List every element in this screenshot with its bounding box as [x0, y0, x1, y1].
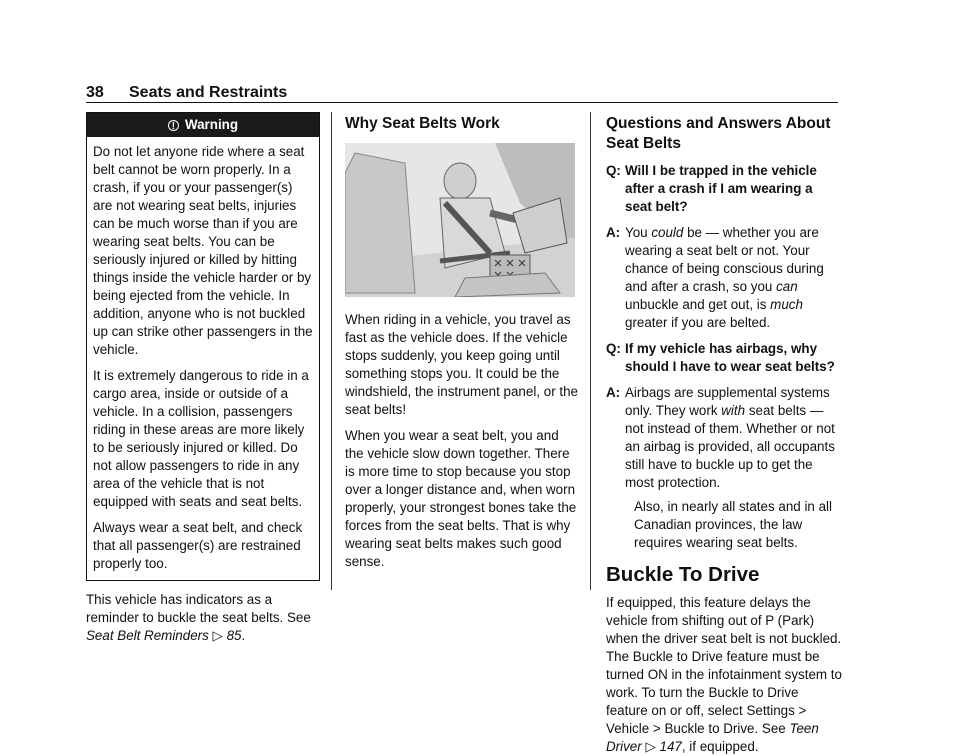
answer-text: Airbags are supplemental systems only. They work with seat belts — not instead of them. Whether or not an airbag is provided, all occupants still have to buckle up to get the most protection. [625, 385, 835, 490]
reminder-text: This vehicle has indicators as a reminder to buckle the seat belts. See [86, 592, 311, 625]
column-divider [590, 112, 591, 590]
buckle-page-ref[interactable]: 147 [659, 739, 682, 754]
warning-circle-icon [168, 120, 179, 131]
why-paragraph-2: When you wear a seat belt, you and the vehicle slow down together. There is more time to stop because you stop over a longer distance and, when worn properly, your strongest bones take the forces from the seat belts. That is why wearing seat belts makes such good sense. [345, 428, 577, 569]
page-ref-arrow-icon: ▷ [645, 739, 656, 754]
question-tag: Q: [606, 341, 621, 356]
answer-tag: A: [606, 385, 621, 400]
question-text: If my vehicle has airbags, why should I have to wear seat belts? [625, 341, 835, 374]
warning-paragraph: Always wear a seat belt, and check that all passenger(s) are restrained properly too. [93, 520, 303, 571]
warning-paragraph: It is extremely dangerous to ride in a cargo area, inside or outside of a vehicle. In a collision, passengers riding in these areas are more likely to be seriously injured or killed. Do not allow passengers to ride in any area of the vehicle that is not equipped with seats and seat belts. [93, 368, 309, 509]
answer-1 [606, 224, 842, 332]
question-tag: Q: [606, 163, 621, 178]
warning-paragraph: Do not let anyone ride where a seat belt cannot be worn properly. In a crash, if you or your passenger(s) are not wearing seat belts, injuries can be much worse than if you are wearing seat belts. You can be seriously injured or killed by hitting things inside the vehicle harder or by being ejected from the vehicle. In addition, anyone who is not buckled up can strike other passengers in the vehicle. [93, 144, 313, 357]
answer-tag: A: [606, 225, 621, 240]
question-2 [606, 340, 842, 376]
answer-2-extra: Also, in nearly all states and in all Canadian provinces, the law requires wearing seat belts. [634, 499, 832, 550]
buckle-text: If equipped, this feature delays the vehicle from shifting out of P (Park) when the driver seat belt is not buckled. The Buckle to Drive feature must be turned ON in the infotainment system to work. To turn the Buckle to Drive feature on or off, select Settings > Vehicle > Buckle to Drive. See [606, 595, 842, 736]
column-left [86, 112, 322, 645]
column-right [606, 112, 842, 756]
reminder-page-ref[interactable]: 85 [226, 628, 242, 643]
reminder-end: . [241, 628, 246, 643]
why-heading: Why Seat Belts Work [345, 115, 500, 132]
answer-text: You could be — whether you are wearing a seat belt or not. Your chance of being conscious during and after a crash, so you can unbuckle and get out, is much greater if you are belted. [625, 225, 824, 330]
crash-illustration [345, 143, 575, 297]
page-ref-arrow-icon: ▷ [212, 628, 223, 643]
why-paragraph-1: When riding in a vehicle, you travel as fast as the vehicle does. If the vehicle stops suddenly, you keep going until something stops you. It could be the windshield, the instrument panel, or the seat belts! [345, 312, 578, 417]
seat-belt-dummy-illustration [345, 143, 575, 297]
buckle-heading: Buckle To Drive [606, 563, 760, 586]
page-number: 38 [86, 84, 104, 101]
buckle-paragraph [606, 594, 842, 756]
question-text: Will I be trapped in the vehicle after a crash if I am wearing a seat belt? [625, 163, 817, 214]
column-divider [331, 112, 332, 590]
page-header [86, 80, 838, 103]
answer-2 [606, 384, 842, 492]
buckle-end: , if equipped. [681, 739, 759, 754]
column-middle [345, 112, 580, 571]
question-1 [606, 162, 842, 216]
warning-body [87, 137, 319, 580]
section-title: Seats and Restraints [129, 84, 288, 101]
reminder-link[interactable]: Seat Belt Reminders [86, 628, 209, 643]
warning-box [86, 112, 320, 581]
warning-header [87, 113, 319, 137]
qa-heading: Questions and Answers About Seat Belts [606, 115, 831, 152]
reminder-paragraph [86, 591, 322, 645]
buckle-link[interactable]: Teen Driver [606, 721, 819, 754]
warning-title: Warning [184, 117, 239, 132]
